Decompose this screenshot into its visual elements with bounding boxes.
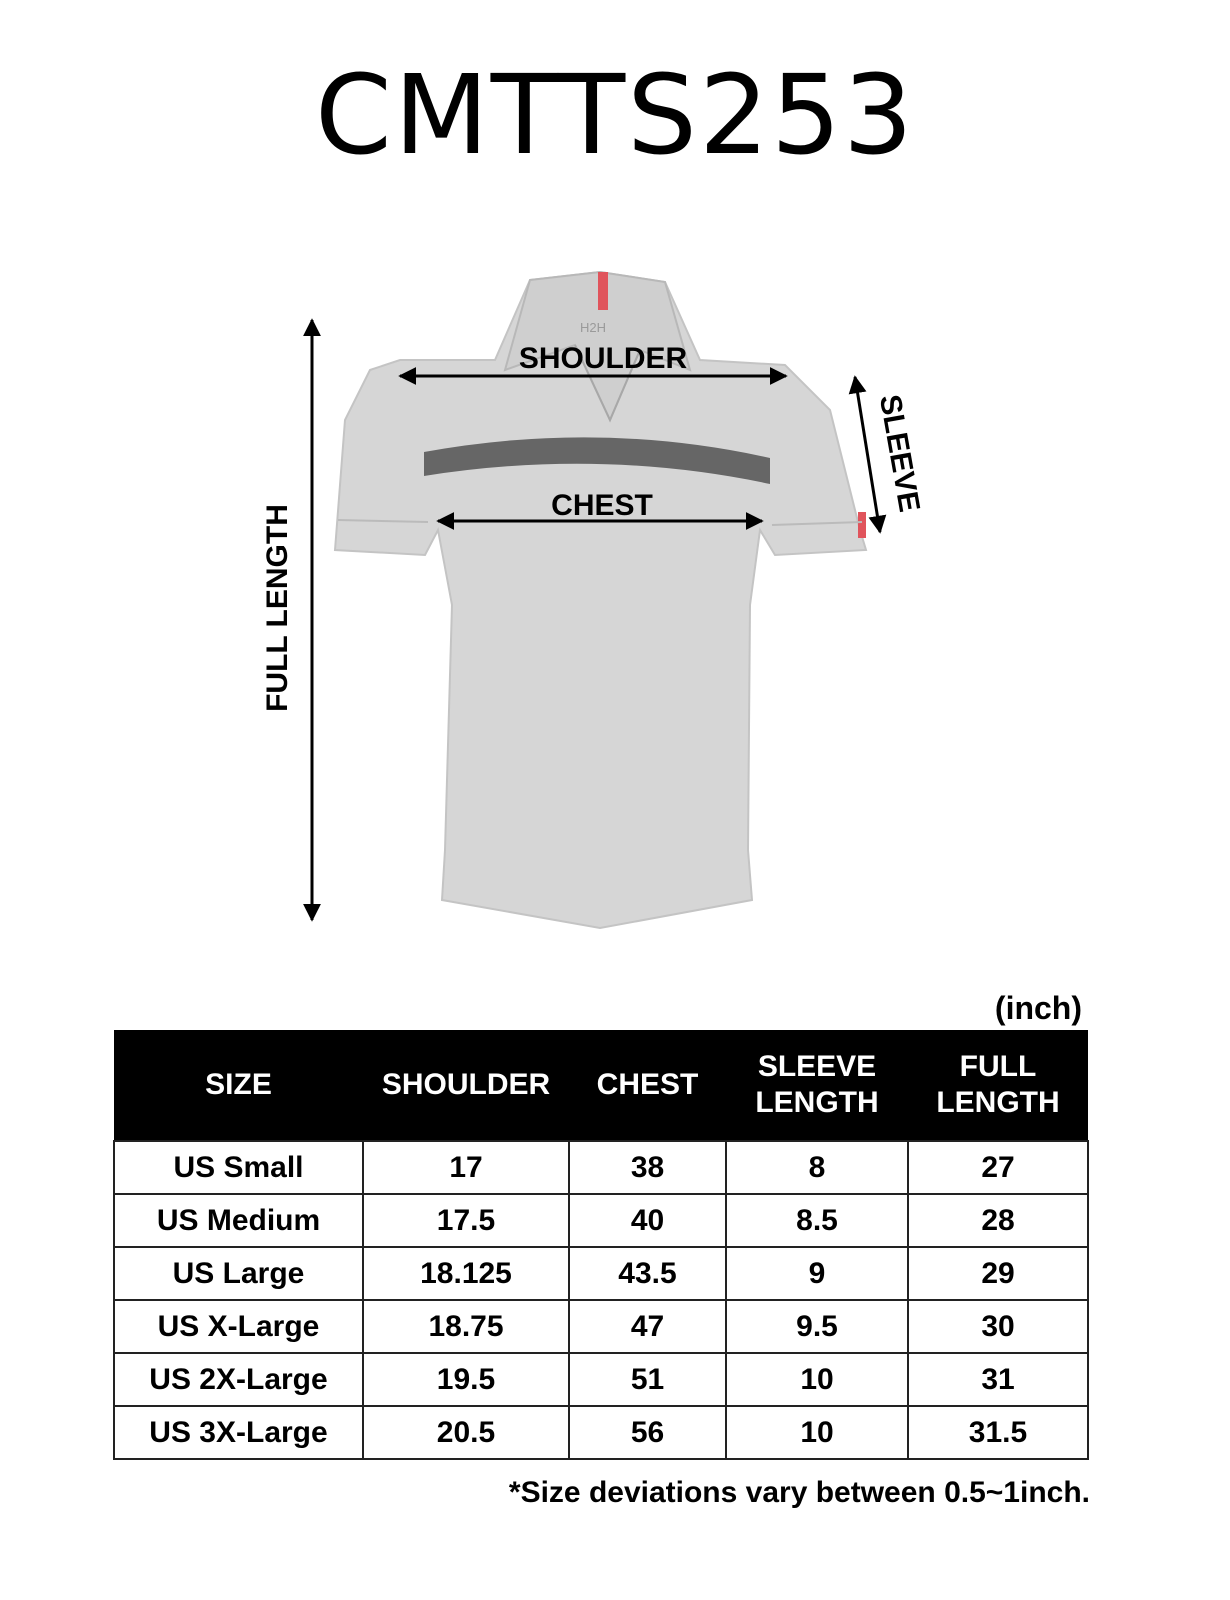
size-cell: US 2X-Large <box>114 1353 363 1406</box>
collar-tab <box>598 272 608 310</box>
shirt-measurement-diagram <box>0 260 1230 960</box>
size-cell: US Small <box>114 1141 363 1194</box>
header-full-length: FULL LENGTH <box>908 1030 1088 1141</box>
shoulder-cell: 19.5 <box>363 1353 569 1406</box>
full-length-label: FULL LENGTH <box>261 504 294 712</box>
full-length-cell: 29 <box>908 1247 1088 1300</box>
chest-cell: 47 <box>569 1300 726 1353</box>
size-chart-table <box>113 1030 1089 1460</box>
size-cell: US Large <box>114 1247 363 1300</box>
sleeve-cell: 9 <box>726 1247 908 1300</box>
header-size: SIZE <box>114 1030 363 1141</box>
size-cell: US X-Large <box>114 1300 363 1353</box>
size-deviation-note: *Size deviations vary between 0.5~1inch. <box>508 1476 1090 1509</box>
chest-cell: 40 <box>569 1194 726 1247</box>
table-header-row <box>114 1030 1088 1141</box>
sleeve-cell: 10 <box>726 1406 908 1459</box>
full-length-cell: 28 <box>908 1194 1088 1247</box>
header-shoulder: SHOULDER <box>363 1030 569 1141</box>
chest-cell: 38 <box>569 1141 726 1194</box>
full-length-cell: 31.5 <box>908 1406 1088 1459</box>
header-sleeve-length: SLEEVE LENGTH <box>726 1030 908 1141</box>
shirt-illustration <box>0 260 1230 960</box>
sleeve-cell: 8 <box>726 1141 908 1194</box>
size-cell: US Medium <box>114 1194 363 1247</box>
full-length-cell: 31 <box>908 1353 1088 1406</box>
shoulder-label: SHOULDER <box>518 342 688 375</box>
shoulder-cell: 18.125 <box>363 1247 569 1300</box>
table-row <box>114 1247 1088 1300</box>
sleeve-label: SLEEVE <box>872 392 926 515</box>
sleeve-cell: 8.5 <box>726 1194 908 1247</box>
full-length-cell: 27 <box>908 1141 1088 1194</box>
full-length-cell: 30 <box>908 1300 1088 1353</box>
unit-label: (inch) <box>994 990 1082 1026</box>
shoulder-cell: 17 <box>363 1141 569 1194</box>
sleeve-tab <box>858 512 866 538</box>
chest-label: CHEST <box>551 489 653 522</box>
shoulder-cell: 18.75 <box>363 1300 569 1353</box>
brand-logo: H2H <box>580 320 607 335</box>
table-row <box>114 1353 1088 1406</box>
chest-cell: 51 <box>569 1353 726 1406</box>
table-row <box>114 1300 1088 1353</box>
chest-cell: 56 <box>569 1406 726 1459</box>
sleeve-cell: 9.5 <box>726 1300 908 1353</box>
product-code-title: CMTTS253 <box>315 51 915 179</box>
header-chest: CHEST <box>569 1030 726 1141</box>
sleeve-cell: 10 <box>726 1353 908 1406</box>
chest-cell: 43.5 <box>569 1247 726 1300</box>
shoulder-cell: 20.5 <box>363 1406 569 1459</box>
table-row <box>114 1194 1088 1247</box>
table-row <box>114 1406 1088 1459</box>
shoulder-cell: 17.5 <box>363 1194 569 1247</box>
table-row <box>114 1141 1088 1194</box>
size-cell: US 3X-Large <box>114 1406 363 1459</box>
